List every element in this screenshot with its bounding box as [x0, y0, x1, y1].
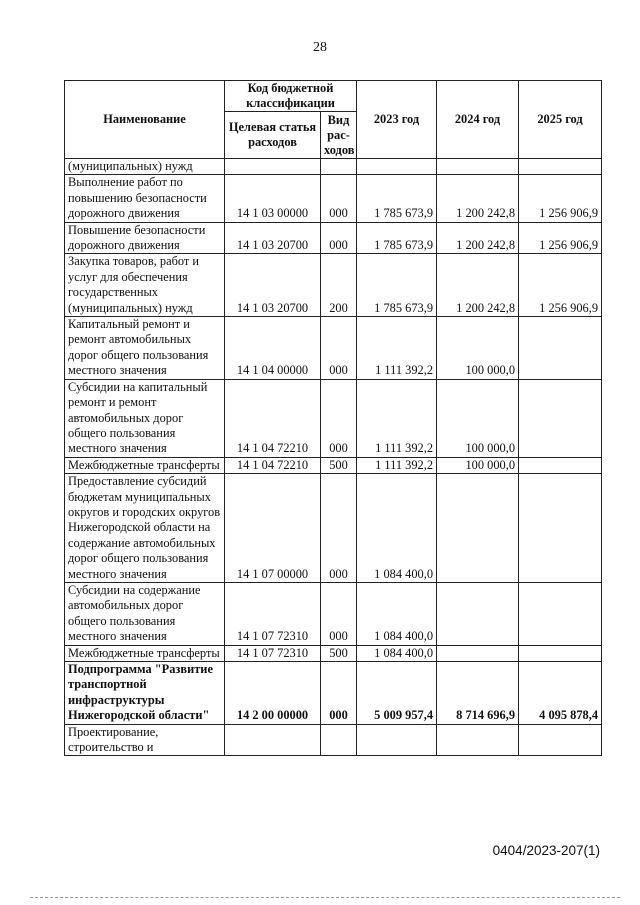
row-name-cell: Предоставление субсидий бюджетам муниципальных округов и городских округов Нижегородской области на содержание автомобильных дорог общего пользования местного значения: [65, 474, 225, 583]
row-type-cell: 500: [321, 645, 357, 661]
row-2025-cell: [519, 159, 602, 175]
row-name-cell: Закупка товаров, работ и услуг для обеспечения государственных (муниципальных) нужд: [65, 254, 225, 317]
row-type-cell: 500: [321, 457, 357, 473]
row-2024-cell: [437, 645, 519, 661]
table-row: [65, 474, 602, 583]
table-row: [65, 645, 602, 661]
row-2023-cell: 1 111 392,2: [357, 457, 437, 473]
row-2023-cell: [357, 724, 437, 756]
header-2025: 2025 год: [519, 81, 602, 159]
table-row: [65, 582, 602, 645]
row-2024-cell: 1 200 242,8: [437, 175, 519, 222]
row-2023-cell: 1 785 673,9: [357, 222, 437, 254]
row-name-cell: Выполнение работ по повышению безопасности дорожного движения: [65, 175, 225, 222]
row-2024-cell: [437, 474, 519, 583]
table-row: [65, 317, 602, 380]
row-target-cell: 14 2 00 00000: [225, 662, 321, 725]
row-type-cell: 000: [321, 175, 357, 222]
row-2025-cell: 1 256 906,9: [519, 175, 602, 222]
table-row: [65, 254, 602, 317]
row-type-cell: [321, 159, 357, 175]
row-name-cell: Капитальный ремонт и ремонт автомобильных дорог общего пользования местного значения: [65, 317, 225, 380]
row-2024-cell: [437, 582, 519, 645]
row-target-cell: 14 1 04 00000: [225, 317, 321, 380]
row-2024-cell: [437, 724, 519, 756]
row-target-cell: 14 1 07 72310: [225, 645, 321, 661]
row-target-cell: 14 1 04 72210: [225, 379, 321, 457]
row-2025-cell: 4 095 878,4: [519, 662, 602, 725]
bottom-divider: [30, 897, 620, 898]
row-name-cell: Межбюджетные трансферты: [65, 457, 225, 473]
row-2023-cell: 1 084 400,0: [357, 582, 437, 645]
row-type-cell: 000: [321, 582, 357, 645]
row-type-cell: 000: [321, 662, 357, 725]
table-row: [65, 457, 602, 473]
row-type-cell: [321, 724, 357, 756]
row-2023-cell: 5 009 957,4: [357, 662, 437, 725]
row-target-cell: 14 1 07 72310: [225, 582, 321, 645]
row-name-cell: Проектирование, строительство и: [65, 724, 225, 756]
row-2024-cell: 1 200 242,8: [437, 254, 519, 317]
document-code: 0404/2023-207(1): [492, 843, 600, 858]
page-number: 28: [313, 40, 327, 55]
table-row: [65, 175, 602, 222]
header-row-top: [65, 81, 602, 112]
header-2023: 2023 год: [357, 81, 437, 159]
row-name-cell: Межбюджетные трансферты: [65, 645, 225, 661]
row-target-cell: 14 1 04 72210: [225, 457, 321, 473]
table-row: [65, 724, 602, 756]
table-row: [65, 222, 602, 254]
table-body: [65, 159, 602, 756]
budget-table: [64, 80, 602, 756]
row-2025-cell: [519, 724, 602, 756]
row-2025-cell: 1 256 906,9: [519, 222, 602, 254]
header-code-group: Код бюджетной классификации: [225, 81, 357, 112]
row-2025-cell: [519, 317, 602, 380]
row-2025-cell: [519, 474, 602, 583]
row-name-cell: Субсидии на содержание автомобильных дорог общего пользования местного значения: [65, 582, 225, 645]
row-2023-cell: 1 785 673,9: [357, 254, 437, 317]
row-name-cell: Повышение безопасности дорожного движения: [65, 222, 225, 254]
row-2024-cell: [437, 159, 519, 175]
row-2025-cell: [519, 457, 602, 473]
row-target-cell: 14 1 03 20700: [225, 222, 321, 254]
row-type-cell: 000: [321, 317, 357, 380]
row-2023-cell: 1 084 400,0: [357, 474, 437, 583]
row-2023-cell: 1 084 400,0: [357, 645, 437, 661]
row-name-cell: Субсидии на капитальный ремонт и ремонт автомобильных дорог общего пользования местного значения: [65, 379, 225, 457]
table-row: [65, 379, 602, 457]
row-2025-cell: 1 256 906,9: [519, 254, 602, 317]
table-row: [65, 662, 602, 725]
row-name-cell: (муниципальных) нужд: [65, 159, 225, 175]
row-2025-cell: [519, 645, 602, 661]
row-2024-cell: 8 714 696,9: [437, 662, 519, 725]
row-2023-cell: 1 785 673,9: [357, 175, 437, 222]
header-name: Наименование: [65, 81, 225, 159]
row-name-cell: Подпрограмма "Развитие транспортной инфраструктуры Нижегородской области": [65, 662, 225, 725]
row-type-cell: 000: [321, 222, 357, 254]
header-target: Целевая статья расходов: [225, 112, 321, 159]
row-target-cell: 14 1 03 20700: [225, 254, 321, 317]
row-target-cell: 14 1 07 00000: [225, 474, 321, 583]
row-type-cell: 200: [321, 254, 357, 317]
header-2024: 2024 год: [437, 81, 519, 159]
row-target-cell: [225, 159, 321, 175]
row-2024-cell: 100 000,0: [437, 379, 519, 457]
row-2023-cell: 1 111 392,2: [357, 379, 437, 457]
row-target-cell: [225, 724, 321, 756]
row-type-cell: 000: [321, 379, 357, 457]
row-target-cell: 14 1 03 00000: [225, 175, 321, 222]
table-row: [65, 159, 602, 175]
row-2024-cell: 100 000,0: [437, 317, 519, 380]
row-2025-cell: [519, 379, 602, 457]
row-2023-cell: 1 111 392,2: [357, 317, 437, 380]
header-type: Вид рас-ходов: [321, 112, 357, 159]
row-2024-cell: 1 200 242,8: [437, 222, 519, 254]
row-2025-cell: [519, 582, 602, 645]
row-2024-cell: 100 000,0: [437, 457, 519, 473]
row-type-cell: 000: [321, 474, 357, 583]
row-2023-cell: [357, 159, 437, 175]
